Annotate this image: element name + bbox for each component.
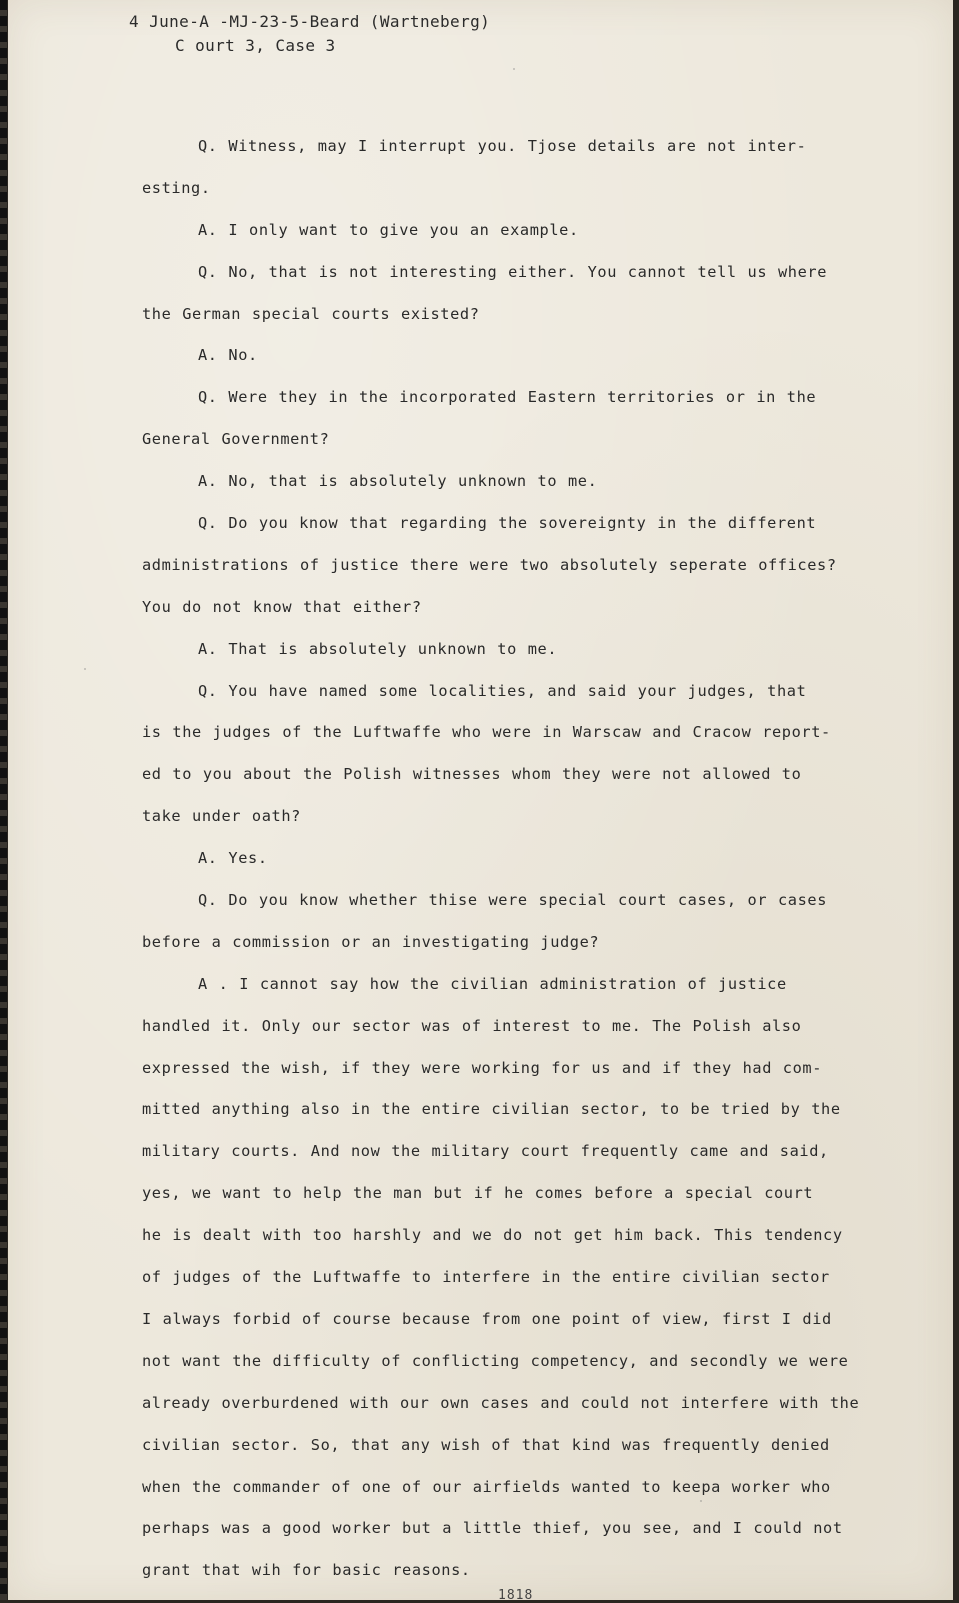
paper-speck [84, 668, 86, 670]
transcript-line: A. No, that is absolutely unknown to me. [198, 472, 598, 491]
transcript-line: A . I cannot say how the civilian administration of justice [198, 974, 787, 993]
header-session-line: 4 June-A -MJ-23-5-Beard (Wartneberg) [129, 12, 491, 31]
document-header [129, 10, 490, 58]
transcript-line: before a commission or an investigating judge? [142, 932, 600, 951]
document-page [8, 0, 953, 1603]
transcript-line: perhaps was a good worker but a little thief, you see, and I could not [142, 1519, 843, 1538]
transcript-line: is the judges of the Luftwaffe who were in Warscaw and Cracow report- [142, 723, 831, 742]
transcript-line: A. That is absolutely unknown to me. [198, 639, 558, 658]
transcript-line: Q. Witness, may I interrupt you. Tjose details are not inter- [198, 137, 807, 155]
transcript-line: already overburdened with our own cases and could not interfere with the [142, 1393, 860, 1412]
transcript-line: of judges of the Luftwaffe to interfere in the entire civilian sector [142, 1268, 830, 1287]
transcript-line: the German special courts existed? [142, 304, 480, 323]
transcript-line: administrations of justice there were two absolutely seperate offices? [142, 555, 837, 574]
transcript-line: mitted anything also in the entire civilian sector, to be tried by the [142, 1100, 841, 1119]
transcript-line: A. No. [198, 346, 258, 365]
transcript-line: yes, we want to help the man but if he comes before a special court [142, 1184, 814, 1203]
page-number: 1818 [498, 1588, 534, 1603]
binding-edge [0, 0, 7, 1600]
transcript-line: expressed the wish, if they were working for us and if they had com- [142, 1058, 823, 1077]
transcript-line: General Government? [142, 430, 330, 449]
transcript-line: I always forbid of course because from one point of view, first I did [142, 1309, 832, 1328]
transcript-line: he is dealt with too harshly and we do not get him back. This tendency [142, 1226, 843, 1245]
transcript-line: military courts. And now the military court frequently came and said, [142, 1142, 829, 1161]
transcript-line: handled it. Only our sector was of interest to me. The Polish also [142, 1016, 802, 1035]
paper-speck [513, 68, 515, 70]
transcript-body [142, 126, 912, 1592]
transcript-line: A. Yes. [198, 849, 268, 868]
transcript-line: A. I only want to give you an example. [198, 220, 579, 239]
transcript-line: grant that wih for basic reasons. [142, 1561, 471, 1580]
transcript-line: esting. [142, 178, 211, 197]
header-court-case-line: C ourt 3, Case 3 [175, 36, 336, 55]
transcript-line: when the commander of one of our airfields wanted to keepa worker who [142, 1477, 831, 1496]
transcript-line: Q. Were they in the incorporated Eastern territories or in the [198, 388, 817, 407]
transcript-line: Q. Do you know whether thise were special court cases, or cases [198, 891, 827, 910]
transcript-line: take under oath? [142, 807, 301, 826]
transcript-line: ed to you about the Polish witnesses whom they were not allowed to [142, 765, 802, 784]
transcript-line: Q. You have named some localities, and said your judges, that [198, 681, 807, 700]
transcript-line: civilian sector. So, that any wish of that kind was frequently denied [142, 1435, 830, 1454]
transcript-line: Q. Do you know that regarding the sovereignty in the different [198, 514, 817, 533]
transcript-line: not want the difficulty of conflicting competency, and secondly we were [142, 1351, 849, 1370]
transcript-line: Q. No, that is not interesting either. You cannot tell us where [198, 262, 827, 281]
transcript-line: You do not know that either? [142, 597, 422, 616]
paper-speck [700, 1500, 702, 1502]
